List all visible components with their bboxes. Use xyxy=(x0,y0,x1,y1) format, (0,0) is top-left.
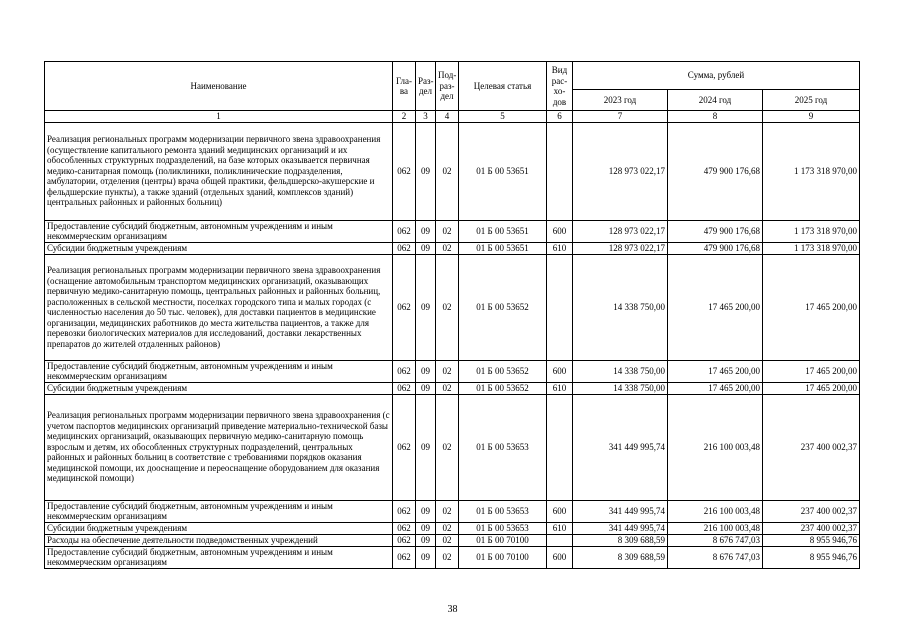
row-podrazdel: 02 xyxy=(436,220,459,242)
column-number: 8 xyxy=(668,111,763,123)
header-vid: Вид рас-хо-дов xyxy=(547,62,573,111)
row-vid xyxy=(547,254,573,360)
table-row xyxy=(45,360,860,382)
row-target: 01 Б 00 53653 xyxy=(459,394,547,500)
header-sum: Сумма, рублей xyxy=(573,62,860,90)
row-amount-2025: 17 465 200,00 xyxy=(763,254,860,360)
row-name: Расходы на обеспечение деятельности подведомственных учреждений xyxy=(45,534,393,546)
row-name: Субсидии бюджетным учреждениям xyxy=(45,382,393,394)
row-podrazdel: 02 xyxy=(436,382,459,394)
row-vid xyxy=(547,394,573,500)
row-amount-2025: 1 173 318 970,00 xyxy=(763,220,860,242)
row-amount-2025: 1 173 318 970,00 xyxy=(763,242,860,254)
table-row xyxy=(45,220,860,242)
row-amount-2024: 479 900 176,68 xyxy=(668,220,763,242)
row-amount-2023: 14 338 750,00 xyxy=(573,360,668,382)
row-podrazdel: 02 xyxy=(436,534,459,546)
table-row xyxy=(45,254,860,360)
row-vid: 600 xyxy=(547,220,573,242)
row-podrazdel: 02 xyxy=(436,546,459,568)
table-row xyxy=(45,522,860,534)
table-row xyxy=(45,534,860,546)
row-target: 01 Б 00 53653 xyxy=(459,500,547,522)
row-amount-2025: 17 465 200,00 xyxy=(763,382,860,394)
row-amount-2023: 341 449 995,74 xyxy=(573,394,668,500)
row-razdel: 09 xyxy=(416,382,436,394)
row-glava: 062 xyxy=(393,254,416,360)
row-target: 01 Б 00 70100 xyxy=(459,546,547,568)
row-glava: 062 xyxy=(393,522,416,534)
row-podrazdel: 02 xyxy=(436,360,459,382)
row-podrazdel: 02 xyxy=(436,500,459,522)
column-number: 9 xyxy=(763,111,860,123)
column-number: 7 xyxy=(573,111,668,123)
row-podrazdel: 02 xyxy=(436,254,459,360)
row-amount-2025: 8 955 946,76 xyxy=(763,534,860,546)
row-vid: 610 xyxy=(547,522,573,534)
row-amount-2023: 8 309 688,59 xyxy=(573,546,668,568)
row-amount-2024: 17 465 200,00 xyxy=(668,360,763,382)
row-razdel: 09 xyxy=(416,522,436,534)
row-target: 01 Б 00 70100 xyxy=(459,534,547,546)
row-vid xyxy=(547,534,573,546)
row-amount-2024: 479 900 176,68 xyxy=(668,242,763,254)
row-amount-2024: 216 100 003,48 xyxy=(668,394,763,500)
row-name: Предоставление субсидий бюджетным, автономным учреждениям и иным некоммерческим организациям xyxy=(45,220,393,242)
row-amount-2024: 216 100 003,48 xyxy=(668,500,763,522)
column-number: 1 xyxy=(45,111,393,123)
row-amount-2025: 237 400 002,37 xyxy=(763,522,860,534)
row-amount-2024: 8 676 747,03 xyxy=(668,534,763,546)
table-row xyxy=(45,382,860,394)
row-target: 01 Б 00 53652 xyxy=(459,360,547,382)
column-number: 3 xyxy=(416,111,436,123)
row-glava: 062 xyxy=(393,220,416,242)
row-glava: 062 xyxy=(393,500,416,522)
row-name: Предоставление субсидий бюджетным, автономным учреждениям и иным некоммерческим организациям xyxy=(45,360,393,382)
page-number: 38 xyxy=(447,604,458,615)
row-amount-2023: 128 973 022,17 xyxy=(573,122,668,220)
row-razdel: 09 xyxy=(416,242,436,254)
row-amount-2024: 216 100 003,48 xyxy=(668,522,763,534)
row-vid: 610 xyxy=(547,242,573,254)
header-year-2024: 2024 год xyxy=(668,90,763,111)
row-razdel: 09 xyxy=(416,254,436,360)
row-name: Субсидии бюджетным учреждениям xyxy=(45,522,393,534)
table-row xyxy=(45,546,860,568)
table-row xyxy=(45,500,860,522)
table-row xyxy=(45,242,860,254)
row-name: Субсидии бюджетным учреждениям xyxy=(45,242,393,254)
row-amount-2024: 17 465 200,00 xyxy=(668,382,763,394)
row-razdel: 09 xyxy=(416,394,436,500)
row-glava: 062 xyxy=(393,546,416,568)
row-amount-2023: 8 309 688,59 xyxy=(573,534,668,546)
row-amount-2025: 237 400 002,37 xyxy=(763,394,860,500)
row-razdel: 09 xyxy=(416,500,436,522)
header-row xyxy=(45,62,860,90)
row-amount-2023: 14 338 750,00 xyxy=(573,254,668,360)
row-glava: 062 xyxy=(393,534,416,546)
row-razdel: 09 xyxy=(416,546,436,568)
row-vid: 600 xyxy=(547,360,573,382)
row-glava: 062 xyxy=(393,360,416,382)
column-number: 4 xyxy=(436,111,459,123)
row-glava: 062 xyxy=(393,394,416,500)
row-target: 01 Б 00 53651 xyxy=(459,122,547,220)
row-amount-2025: 17 465 200,00 xyxy=(763,360,860,382)
row-vid: 600 xyxy=(547,500,573,522)
row-amount-2025: 1 173 318 970,00 xyxy=(763,122,860,220)
row-target: 01 Б 00 53652 xyxy=(459,382,547,394)
row-amount-2023: 14 338 750,00 xyxy=(573,382,668,394)
row-vid: 610 xyxy=(547,382,573,394)
header-name: Наименование xyxy=(45,62,393,111)
table-row xyxy=(45,122,860,220)
row-vid xyxy=(547,122,573,220)
header-year-2023: 2023 год xyxy=(573,90,668,111)
row-amount-2023: 128 973 022,17 xyxy=(573,242,668,254)
header-podrazdel: Под-раз-дел xyxy=(436,62,459,111)
row-vid: 600 xyxy=(547,546,573,568)
row-razdel: 09 xyxy=(416,122,436,220)
column-number: 2 xyxy=(393,111,416,123)
table-row xyxy=(45,394,860,500)
row-razdel: 09 xyxy=(416,220,436,242)
row-amount-2024: 8 676 747,03 xyxy=(668,546,763,568)
row-amount-2025: 237 400 002,37 xyxy=(763,500,860,522)
row-razdel: 09 xyxy=(416,360,436,382)
row-name: Реализация региональных программ модернизации первичного звена здравоохранения (с учетом паспортов медицинских организаций приведение материально-технической базы медицинских организаций, оказывающих первичную медико-санитарную помощь взрослым и детям, их обособленных структурных подразделений, центральных районных и районных больниц в соответствие с требованиями порядков оказания медицинской помощи, их дооснащение и переоснащение оборудованием для оказания медицинской помощи) xyxy=(45,394,393,500)
header-glava: Гла-ва xyxy=(393,62,416,111)
row-podrazdel: 02 xyxy=(436,122,459,220)
row-podrazdel: 02 xyxy=(436,242,459,254)
row-amount-2024: 479 900 176,68 xyxy=(668,122,763,220)
column-number-row xyxy=(45,111,860,123)
header-year-2025: 2025 год xyxy=(763,90,860,111)
row-target: 01 Б 00 53651 xyxy=(459,242,547,254)
row-podrazdel: 02 xyxy=(436,522,459,534)
row-amount-2025: 8 955 946,76 xyxy=(763,546,860,568)
row-podrazdel: 02 xyxy=(436,394,459,500)
column-number: 5 xyxy=(459,111,547,123)
column-number: 6 xyxy=(547,111,573,123)
row-glava: 062 xyxy=(393,382,416,394)
row-amount-2023: 341 449 995,74 xyxy=(573,500,668,522)
row-name: Предоставление субсидий бюджетным, автономным учреждениям и иным некоммерческим организациям xyxy=(45,500,393,522)
row-target: 01 Б 00 53652 xyxy=(459,254,547,360)
budget-table xyxy=(44,61,860,569)
row-target: 01 Б 00 53651 xyxy=(459,220,547,242)
row-target: 01 Б 00 53653 xyxy=(459,522,547,534)
row-amount-2024: 17 465 200,00 xyxy=(668,254,763,360)
row-razdel: 09 xyxy=(416,534,436,546)
row-glava: 062 xyxy=(393,122,416,220)
row-amount-2023: 128 973 022,17 xyxy=(573,220,668,242)
row-name: Реализация региональных программ модернизации первичного звена здравоохранения (осуществление капитального ремонта зданий медицинских организаций и их обособленных структурных подразделений, на базе которых оказывается первичная медико-санитарная помощь (поликлиники, поликлинические подразделения, амбулатории, отделения (центры) врача общей практики, фельдшерско-акушерские и фельдшерские пункты), а также зданий (отдельных зданий, комплексов зданий) центральных районных и районных больниц) xyxy=(45,122,393,220)
row-name: Предоставление субсидий бюджетным, автономным учреждениям и иным некоммерческим организациям xyxy=(45,546,393,568)
row-glava: 062 xyxy=(393,242,416,254)
row-amount-2023: 341 449 995,74 xyxy=(573,522,668,534)
header-razdel: Раз-дел xyxy=(416,62,436,111)
header-target: Целевая статья xyxy=(459,62,547,111)
row-name: Реализация региональных программ модернизации первичного звена здравоохранения (оснащение автомобильным транспортом медицинских организаций, оказывающих первичную медико-санитарную помощь, центральных районных и районных больниц, расположенных в сельской местности, поселках городского типа и малых городах (с численностью населения до 50 тыс. человек), для доставки пациентов в медицинские организации, медицинских работников до места жительства пациентов, а также для перевозки биологических материалов для исследований, доставки лекарственных препаратов до жителей отдаленных районов) xyxy=(45,254,393,360)
